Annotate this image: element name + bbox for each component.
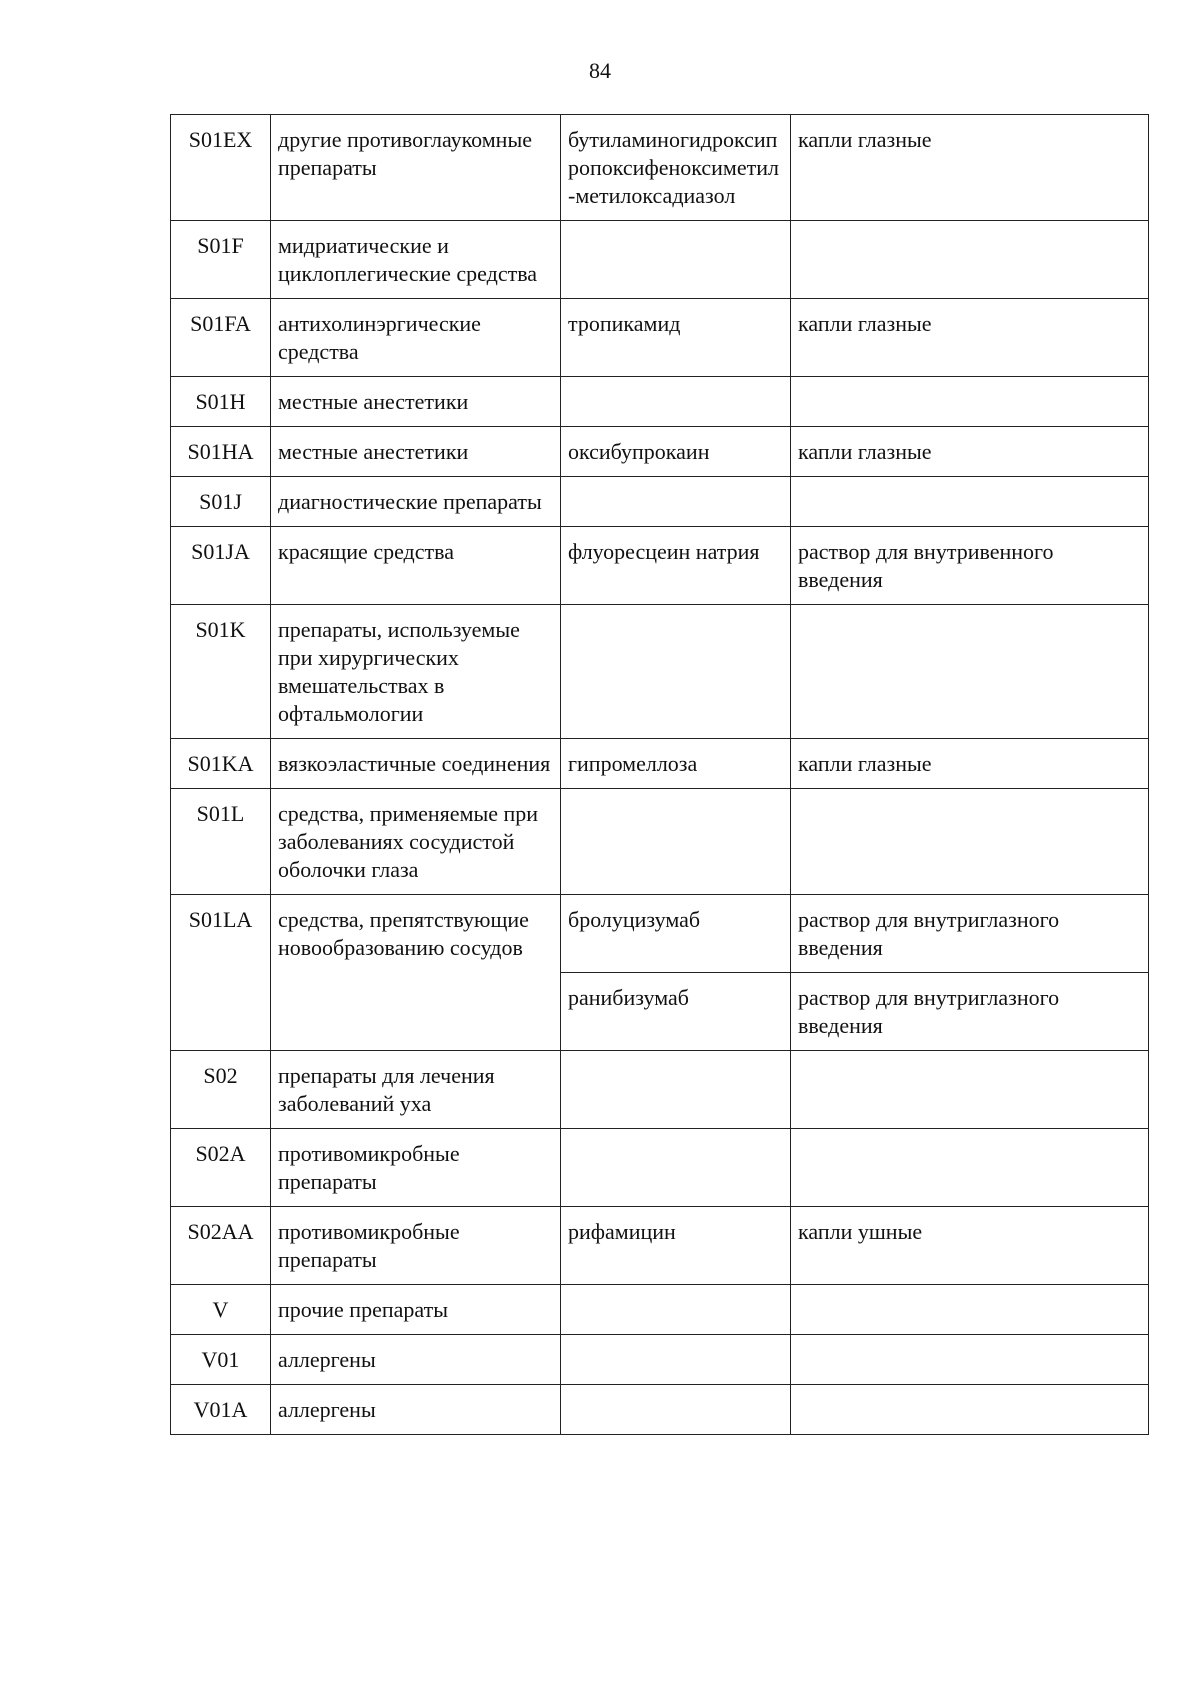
table-row [171, 789, 1149, 895]
atc-code-cell: S02A [171, 1129, 271, 1207]
group-name-cell: препараты для лечения заболеваний уха [271, 1051, 561, 1129]
table-row [171, 527, 1149, 605]
atc-code-cell: S01LA [171, 895, 271, 1051]
substance-cell: оксибупрокаин [561, 427, 791, 477]
dosage-form-cell [791, 377, 1149, 427]
dosage-form-cell: капли глазные [791, 739, 1149, 789]
substance-cell [561, 789, 791, 895]
group-name-cell: антихолинэргические средства [271, 299, 561, 377]
group-name-cell: местные анестетики [271, 427, 561, 477]
substance-cell: флуоресцеин натрия [561, 527, 791, 605]
atc-code-cell: V01A [171, 1385, 271, 1435]
substance-cell: рифамицин [561, 1207, 791, 1285]
table-row [171, 1335, 1149, 1385]
dosage-form-cell: капли глазные [791, 427, 1149, 477]
dosage-form-cell [791, 1051, 1149, 1129]
group-name-cell: красящие средства [271, 527, 561, 605]
substance-cell [561, 1051, 791, 1129]
atc-code-cell: S02AA [171, 1207, 271, 1285]
table-row [171, 115, 1149, 221]
group-name-cell: вязкоэластичные соединения [271, 739, 561, 789]
table-row [171, 605, 1149, 739]
table-row [171, 1129, 1149, 1207]
atc-code-cell: V [171, 1285, 271, 1335]
atc-code-cell: S01L [171, 789, 271, 895]
dosage-form-cell: капли глазные [791, 115, 1149, 221]
dosage-form-cell: капли глазные [791, 299, 1149, 377]
atc-code-cell: V01 [171, 1335, 271, 1385]
dosage-form-cell [791, 789, 1149, 895]
table-row [171, 427, 1149, 477]
dosage-form-cell [791, 1129, 1149, 1207]
substance-cell [561, 1285, 791, 1335]
atc-code-cell: S02 [171, 1051, 271, 1129]
atc-code-cell: S01FA [171, 299, 271, 377]
group-name-cell: средства, препятствующие новообразованию сосудов [271, 895, 561, 1051]
substance-cell: бутиламиногидроксипропоксифеноксиметил-метилоксадиазол [561, 115, 791, 221]
substance-cell [561, 605, 791, 739]
table-row [171, 1051, 1149, 1129]
table-row [171, 1207, 1149, 1285]
drug-classification-table [170, 114, 1149, 1435]
substance-cell: тропикамид [561, 299, 791, 377]
atc-code-cell: S01KA [171, 739, 271, 789]
substance-cell [561, 1129, 791, 1207]
dosage-form-cell: раствор для внутриглазного введения [791, 973, 1149, 1051]
dosage-form-cell [791, 1285, 1149, 1335]
group-name-cell: противомикробные препараты [271, 1207, 561, 1285]
page-number: 84 [589, 58, 611, 83]
group-name-cell: другие противоглаукомные препараты [271, 115, 561, 221]
group-name-cell: местные анестетики [271, 377, 561, 427]
substance-cell [561, 1385, 791, 1435]
group-name-cell: мидриатические и циклоплегические средства [271, 221, 561, 299]
dosage-form-cell [791, 605, 1149, 739]
table-row [171, 377, 1149, 427]
dosage-form-cell: капли ушные [791, 1207, 1149, 1285]
atc-code-cell: S01EX [171, 115, 271, 221]
group-name-cell: противомикробные препараты [271, 1129, 561, 1207]
substance-cell [561, 221, 791, 299]
group-name-cell: аллергены [271, 1385, 561, 1435]
atc-code-cell: S01JA [171, 527, 271, 605]
group-name-cell: прочие препараты [271, 1285, 561, 1335]
dosage-form-cell [791, 221, 1149, 299]
atc-code-cell: S01F [171, 221, 271, 299]
table-row [171, 221, 1149, 299]
substance-cell [561, 1335, 791, 1385]
substance-cell: гипромеллоза [561, 739, 791, 789]
table-row [171, 895, 1149, 973]
group-name-cell: диагностические препараты [271, 477, 561, 527]
table-row [171, 299, 1149, 377]
table-row [171, 477, 1149, 527]
group-name-cell: препараты, используемые при хирургических вмешательствах в офтальмологии [271, 605, 561, 739]
substance-cell: бролуцизумаб [561, 895, 791, 973]
atc-code-cell: S01K [171, 605, 271, 739]
substance-cell: ранибизумаб [561, 973, 791, 1051]
atc-code-cell: S01J [171, 477, 271, 527]
dosage-form-cell [791, 1335, 1149, 1385]
atc-code-cell: S01HA [171, 427, 271, 477]
group-name-cell: средства, применяемые при заболеваниях сосудистой оболочки глаза [271, 789, 561, 895]
table-row [171, 1285, 1149, 1335]
dosage-form-cell [791, 1385, 1149, 1435]
table-row [171, 1385, 1149, 1435]
dosage-form-cell: раствор для внутриглазного введения [791, 895, 1149, 973]
substance-cell [561, 477, 791, 527]
dosage-form-cell [791, 477, 1149, 527]
dosage-form-cell: раствор для внутривенного введения [791, 527, 1149, 605]
group-name-cell: аллергены [271, 1335, 561, 1385]
table-row [171, 739, 1149, 789]
table-body [171, 115, 1149, 1435]
substance-cell [561, 377, 791, 427]
atc-code-cell: S01H [171, 377, 271, 427]
